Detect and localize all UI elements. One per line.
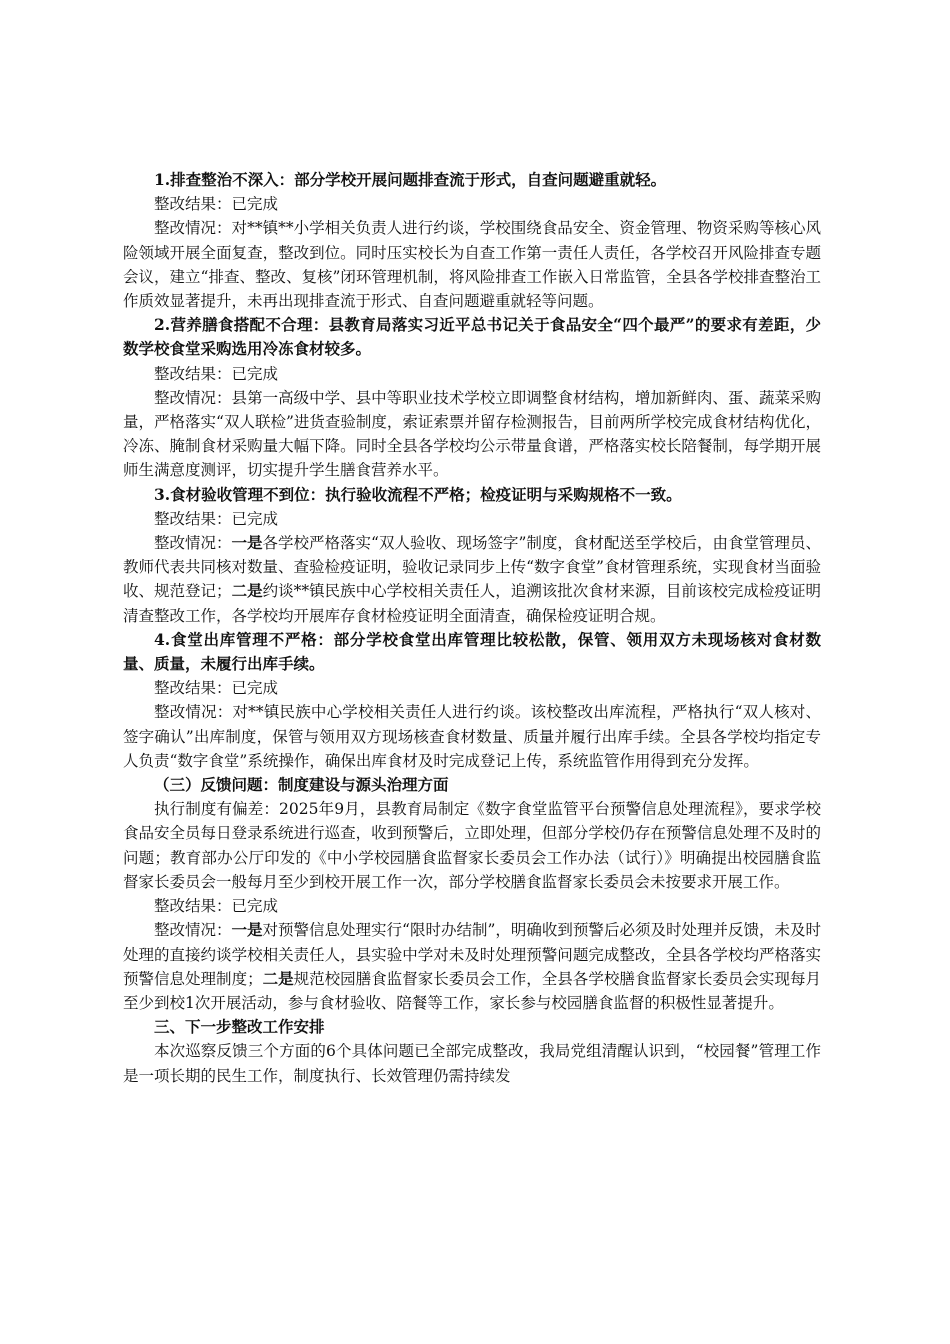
issue-3-result: 整改结果：已完成 <box>154 509 279 528</box>
issue-3-heading: 3.食材验收管理不到位：执行验收流程不严格；检疫证明与采购规格不一致。 <box>154 484 682 504</box>
issue-1-details: 整改情况：对**镇**小学相关负责人进行约谈，学校围绕食品安全、资金管理、物资采购等核心风险领域开展全面复查，整改到位。同时压实校长为自查工作第一责任人责任，各学校召开风险排查专题会议，建立“排查、整改、复核”闭环管理机制，将风险排查工作嵌入日常监管，全县各学校排查整治工作质效显著提升，未再出现排查流于形式、自查问题避重就轻等问题。 <box>123 219 821 311</box>
section-3-result: 整改结果：已完成 <box>154 897 279 916</box>
issue-3-details: 整改情况：一是各学校严格落实“双人验收、现场签字”制度，食材配送至学校后，由食堂管理员、教师代表共同核对数量、查验检疫证明，验收记录同步上传“数字食堂”食材管理系统，实现食材当面验收、规范登记；二是约谈**镇民族中心学校相关责任人，追溯该批次食材来源，目前该校完成检疫证明清查整改工作，各学校均开展库存食材检疫证明全面清查，确保检疫证明合规。 <box>123 533 821 625</box>
section-3-problem: 执行制度有偏差：2025年9月，县教育局制定《数字食堂监管平台预警信息处理流程》，要求学校食品安全员每日登录系统进行巡查，收到预警后，立即处理，但部分学校仍存在预警信息处理不及时的问题；教育部办公厅印发的《中小学校园膳食监督家长委员会工作办法（试行）》明确提出校园膳食监督家长委员会一般每月至少到校开展工作一次，部分学校膳食监督家长委员会未按要求开展工作。 <box>123 800 821 891</box>
issue-2-details: 整改情况：县第一高级中学、县中等职业技术学校立即调整食材结构，增加新鲜肉、蛋、蔬菜采购量，严格落实“双人联检”进货查验制度，索证索票并留存检测报告，目前两所学校完成食材结构优化，冷冻、腌制食材采购量大幅下降。同时全县各学校均公示带量食谱，严格落实校长陪餐制，每学期开展师生满意度测评，切实提升学生膳食营养水平。 <box>123 388 821 480</box>
issue-4-result: 整改结果：已完成 <box>154 679 279 698</box>
section-3-heading: （三）反馈问题：制度建设与源头治理方面 <box>154 775 449 795</box>
issue-1-heading: 1.排查整治不深入：部分学校开展问题排查流于形式，自查问题避重就轻。 <box>154 170 667 189</box>
issue-4-heading: 4.食堂出库管理不严格：部分学校食堂出库管理比较松散，保管、领用双方未现场核对食材数量、质量，未履行出库手续。 <box>123 629 821 674</box>
issue-2-heading: 2.营养膳食搭配不合理：县教育局落实习近平总书记关于食品安全“四个最严”的要求有差距，少数学校食堂采购选用冷冻食材较多。 <box>123 315 821 359</box>
section-3-details: 整改情况：一是对预警信息处理实行“限时办结制”，明确收到预警后必须及时处理并反馈，未及时处理的直接约谈学校相关责任人，县实验中学对未及时处理预警问题完成整改，全县各学校均严格落实预警信息处理制度；二是规范校园膳食监督家长委员会工作，全县各学校膳食监督家长委员会实现每月至少到校1次开展活动，参与食材验收、陪餐等工作，家长参与校园膳食监督的积极性显著提升。 <box>123 920 821 1012</box>
issue-4-details: 整改情况：对**镇民族中心学校相关责任人进行约谈。该校整改出库流程，严格执行“双人核对、签字确认”出库制度，保管与领用双方现场核查食材数量、质量并履行出库手续。全县各学校均指定专人负责“数字食堂”系统操作，确保出库食材及时完成登记上传，系统监管作用得到充分发挥。 <box>123 703 821 770</box>
issue-1-result: 整改结果：已完成 <box>154 195 279 214</box>
next-steps-body: 本次巡察反馈三个方面的6个具体问题已全部完成整改，我局党组清醒认识到，“校园餐”管理工作是一项长期的民生工作，制度执行、长效管理仍需持续发 <box>123 1042 821 1085</box>
document-page <box>123 168 821 1088</box>
next-steps-heading: 三、下一步整改工作安排 <box>154 1017 325 1037</box>
issue-2-result: 整改结果：已完成 <box>154 364 279 383</box>
